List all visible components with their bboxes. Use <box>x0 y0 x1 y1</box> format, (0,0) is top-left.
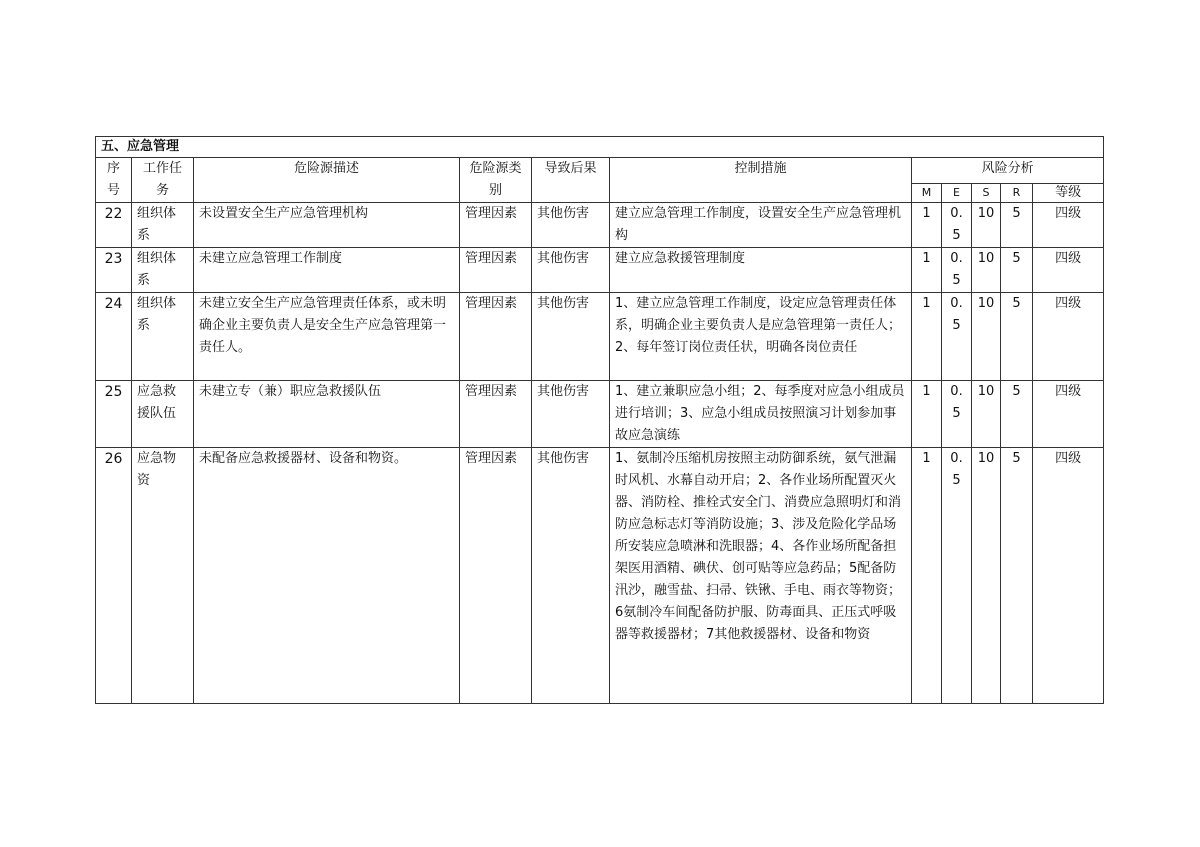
table-row <box>96 381 1104 448</box>
cell-consequence: 其他伤害 <box>532 448 610 704</box>
cell-level: 四级 <box>1033 248 1104 293</box>
cell-s: 10 <box>972 448 1001 704</box>
cell-level: 四级 <box>1033 381 1104 448</box>
cell-category: 管理因素 <box>460 448 532 704</box>
header-s: S <box>972 184 1001 203</box>
cell-m: 1 <box>912 381 942 448</box>
header-e: E <box>942 184 972 203</box>
cell-seq: 26 <box>96 448 132 704</box>
table-row <box>96 448 1104 704</box>
cell-m: 1 <box>912 448 942 704</box>
table-row <box>96 293 1104 381</box>
cell-e: 0.5 <box>942 381 972 448</box>
cell-r: 5 <box>1001 448 1033 704</box>
cell-seq: 25 <box>96 381 132 448</box>
header-measures: 控制措施 <box>610 158 912 203</box>
cell-category: 管理因素 <box>460 248 532 293</box>
cell-consequence: 其他伤害 <box>532 203 610 248</box>
section-row <box>96 137 1104 158</box>
cell-s: 10 <box>972 381 1001 448</box>
cell-r: 5 <box>1001 293 1033 381</box>
cell-r: 5 <box>1001 203 1033 248</box>
header-m: M <box>912 184 942 203</box>
cell-measures: 1、建立兼职应急小组；2、每季度对应急小组成员进行培训；3、应急小组成员按照演习计划参加事故应急演练 <box>610 381 912 448</box>
cell-r: 5 <box>1001 248 1033 293</box>
cell-consequence: 其他伤害 <box>532 293 610 381</box>
header-hazard: 危险源描述 <box>194 158 460 203</box>
cell-category: 管理因素 <box>460 203 532 248</box>
header-risk-analysis: 风险分析 <box>912 158 1104 184</box>
cell-level: 四级 <box>1033 203 1104 248</box>
cell-hazard: 未建立专（兼）职应急救援队伍 <box>194 381 460 448</box>
header-seq: 序号 <box>96 158 132 203</box>
cell-task: 组织体系 <box>132 248 194 293</box>
section-title: 五、应急管理 <box>96 137 1104 158</box>
cell-task: 应急物资 <box>132 448 194 704</box>
header-task: 工作任务 <box>132 158 194 203</box>
cell-task: 应急救援队伍 <box>132 381 194 448</box>
cell-consequence: 其他伤害 <box>532 248 610 293</box>
cell-m: 1 <box>912 203 942 248</box>
cell-s: 10 <box>972 203 1001 248</box>
cell-hazard: 未配备应急救援器材、设备和物资。 <box>194 448 460 704</box>
header-row <box>96 158 1104 184</box>
cell-category: 管理因素 <box>460 381 532 448</box>
cell-level: 四级 <box>1033 293 1104 381</box>
table-row <box>96 248 1104 293</box>
cell-e: 0.5 <box>942 448 972 704</box>
cell-seq: 23 <box>96 248 132 293</box>
cell-e: 0.5 <box>942 293 972 381</box>
table-row <box>96 203 1104 248</box>
cell-seq: 22 <box>96 203 132 248</box>
cell-measures: 建立应急管理工作制度，设置安全生产应急管理机构 <box>610 203 912 248</box>
cell-hazard: 未建立应急管理工作制度 <box>194 248 460 293</box>
cell-hazard: 未建立安全生产应急管理责任体系，或未明确企业主要负责人是安全生产应急管理第一责任人。 <box>194 293 460 381</box>
cell-seq: 24 <box>96 293 132 381</box>
cell-task: 组织体系 <box>132 203 194 248</box>
cell-measures: 1、建立应急管理工作制度，设定应急管理责任体系，明确企业主要负责人是应急管理第一责任人；2、每年签订岗位责任状，明确各岗位责任 <box>610 293 912 381</box>
cell-s: 10 <box>972 293 1001 381</box>
cell-task: 组织体系 <box>132 293 194 381</box>
cell-measures: 1、氨制冷压缩机房按照主动防御系统，氨气泄漏时风机、水幕自动开启；2、各作业场所配置灭火器、消防栓、推栓式安全门、消费应急照明灯和消防应急标志灯等消防设施；3、涉及危险化学品场所安装应急喷淋和洗眼器；4、各作业场所配备担架医用酒精、碘伏、创可贴等应急药品；5配备防汛沙，融雪盐、扫帚、铁锹、手电、雨衣等物资；6氨制冷车间配备防护服、防毒面具、正压式呼吸器等救援器材；7其他救援器材、设备和物资 <box>610 448 912 704</box>
cell-e: 0.5 <box>942 203 972 248</box>
cell-r: 5 <box>1001 381 1033 448</box>
cell-consequence: 其他伤害 <box>532 381 610 448</box>
cell-measures: 建立应急救援管理制度 <box>610 248 912 293</box>
header-consequence: 导致后果 <box>532 158 610 203</box>
cell-level: 四级 <box>1033 448 1104 704</box>
cell-hazard: 未设置安全生产应急管理机构 <box>194 203 460 248</box>
cell-category: 管理因素 <box>460 293 532 381</box>
risk-assessment-table <box>95 136 1104 704</box>
cell-s: 10 <box>972 248 1001 293</box>
header-category: 危险源类别 <box>460 158 532 203</box>
cell-e: 0.5 <box>942 248 972 293</box>
cell-m: 1 <box>912 293 942 381</box>
cell-m: 1 <box>912 248 942 293</box>
header-r: R <box>1001 184 1033 203</box>
header-level: 等级 <box>1033 184 1104 203</box>
